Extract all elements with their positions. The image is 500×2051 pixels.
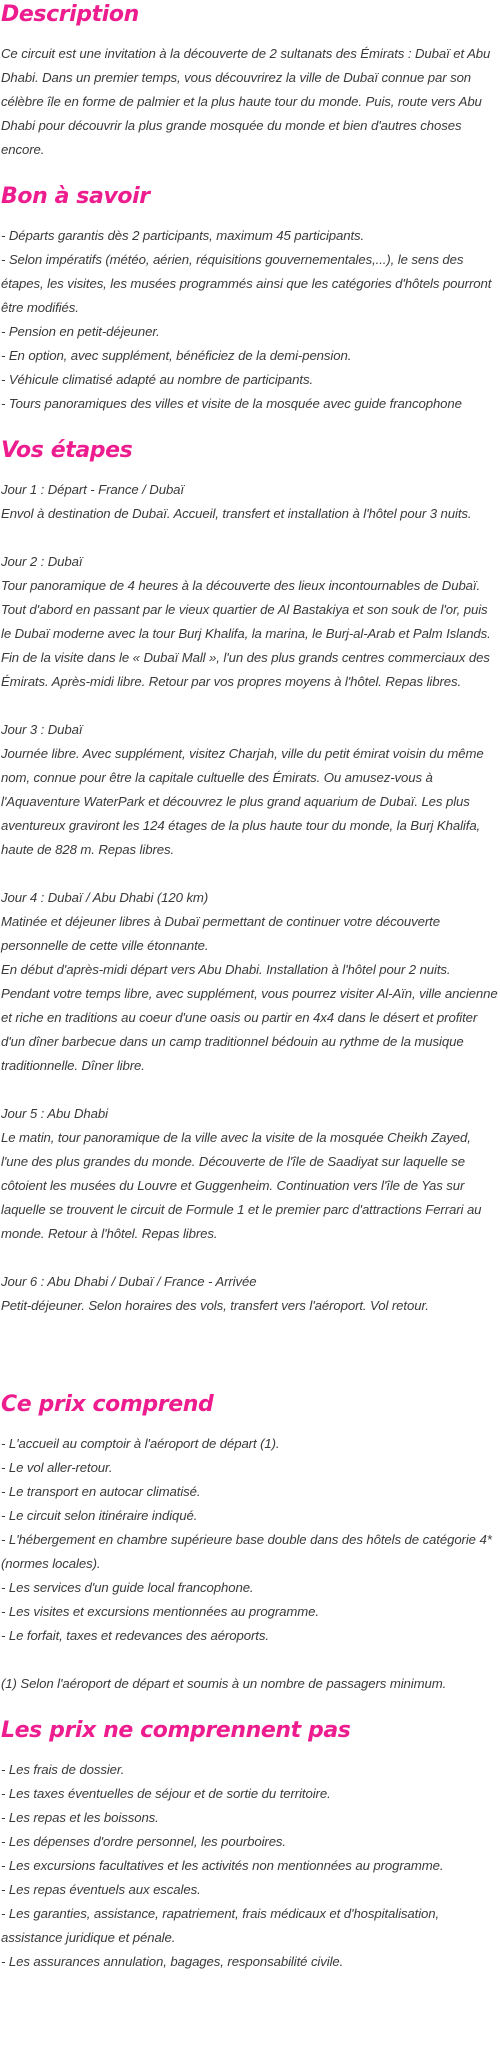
day-text: Tour panoramique de 4 heures à la découverte des lieux incontournables de Dubaï. Tout d'abord en passant par le vieux quartier de Al Bastakiya et son souk de l'or, puis le Dubaï moderne avec la tour Burj Khalifa, la marina, le Burj-al-Arab et Palm Islands. Fin de la visite dans le « Dubaï Mall », l'un des plus grands centres commerciaux des Émirats. Après-midi libre. Retour par vos propres moyens à l'hôtel. Repas libres. — [1, 578, 491, 689]
day-heading: Jour 5 : Abu Dhabi — [1, 1106, 108, 1121]
day-block — [1, 478, 500, 526]
ne-comprend-pas-item: - Les taxes éventuelles de séjour et de sortie du territoire. — [1, 1786, 331, 1801]
bon-a-savoir-section — [1, 182, 500, 416]
ne-comprend-pas-item: - Les excursions facultatives et les activités non mentionnées au programme. — [1, 1858, 444, 1873]
day-text: En début d'après-midi départ vers Abu Dhabi. Installation à l'hôtel pour 2 nuits. Pendant votre temps libre, avec supplément, vous pourrez visiter Al-Aïn, ville ancienne et riche en traditions au coeur d'une oasis ou partir en 4x4 dans le désert et profiter d'un dîner barbecue dans un camp traditionnel bédouin au rythme de la musique traditionnelle. Dîner libre. — [1, 962, 498, 1073]
ne-comprend-pas-item: - Les dépenses d'ordre personnel, les pourboires. — [1, 1834, 286, 1849]
bon-a-savoir-item: - En option, avec supplément, bénéficiez de la demi-pension. — [1, 348, 352, 363]
etapes-title: Vos étapes — [1, 438, 133, 463]
comprend-title: Ce prix comprend — [1, 1392, 214, 1417]
day-block — [1, 718, 500, 862]
ne-comprend-pas-item: - Les repas éventuels aux escales. — [1, 1882, 201, 1897]
description-section — [1, 0, 500, 162]
comprend-item: - Les services d'un guide local francophone. — [1, 1580, 254, 1595]
ne-comprend-pas-section — [1, 1716, 500, 1974]
comprend-note: (1) Selon l'aéroport de départ et soumis à un nombre de passagers minimum. — [1, 1676, 447, 1691]
ne-comprend-pas-item: - Les assurances annulation, bagages, responsabilité civile. — [1, 1954, 344, 1969]
comprend-item: - L'hébergement en chambre supérieure base double dans des hôtels de catégorie 4* (normes locales). — [1, 1532, 492, 1571]
day-block — [1, 1270, 500, 1318]
comprend-item: - Le transport en autocar climatisé. — [1, 1484, 201, 1499]
day-text: Le matin, tour panoramique de la ville avec la visite de la mosquée Cheikh Zayed, l'une des plus grandes du monde. Découverte de l'île de Saadiyat sur laquelle se côtoient les musées du Louvre et Guggenheim. Continuation vers l'île de Yas sur laquelle se trouvent le circuit de Formule 1 et le premier parc d'attractions Ferrari au monde. Retour à l'hôtel. Repas libres. — [1, 1130, 482, 1241]
comprend-item: - Le circuit selon itinéraire indiqué. — [1, 1508, 198, 1523]
bon-a-savoir-item: - Véhicule climatisé adapté au nombre de participants. — [1, 372, 314, 387]
comprend-item: - Les visites et excursions mentionnées au programme. — [1, 1604, 319, 1619]
day-block — [1, 1102, 500, 1246]
day-heading: Jour 2 : Dubaï — [1, 554, 83, 569]
comprend-section — [1, 1390, 500, 1696]
bon-a-savoir-item: - Pension en petit-déjeuner. — [1, 324, 160, 339]
ne-comprend-pas-item: - Les frais de dossier. — [1, 1762, 125, 1777]
day-text: Petit-déjeuner. Selon horaires des vols, transfert vers l'aéroport. Vol retour. — [1, 1298, 429, 1313]
ne-comprend-pas-item: - Les repas et les boissons. — [1, 1810, 159, 1825]
ne-comprend-pas-item: - Les garanties, assistance, rapatriement, frais médicaux et d'hospitalisation, assistance juridique et pénale. — [1, 1906, 440, 1945]
day-heading: Jour 4 : Dubaï / Abu Dhabi (120 km) — [1, 890, 209, 905]
day-heading: Jour 6 : Abu Dhabi / Dubaï / France - Arrivée — [1, 1274, 257, 1289]
day-block — [1, 886, 500, 1078]
bon-a-savoir-item: - Selon impératifs (météo, aérien, réquisitions gouvernementales,...), le sens des étapes, les visites, les musées programmés ainsi que les catégories d'hôtels pourront être modifiés. — [1, 252, 492, 315]
day-heading: Jour 1 : Départ - France / Dubaï — [1, 482, 184, 497]
day-text: Envol à destination de Dubaï. Accueil, transfert et installation à l'hôtel pour 3 nuits. — [1, 506, 472, 521]
comprend-item: - Le vol aller-retour. — [1, 1460, 113, 1475]
day-text: Journée libre. Avec supplément, visitez Charjah, ville du petit émirat voisin du même nom, connue pour être la capitale cultuelle des Émirats. Ou amusez-vous à l'Aquaventure WaterPark et découvrez le plus grand aquarium de Dubaï. Les plus aventureux graviront les 124 étages de la plus haute tour du monde, la Burj Khalifa, haute de 828 m. Repas libres. — [1, 746, 484, 857]
comprend-item: - Le forfait, taxes et redevances des aéroports. — [1, 1628, 269, 1643]
bon-a-savoir-title: Bon à savoir — [1, 184, 150, 209]
description-title: Description — [1, 2, 139, 27]
bon-a-savoir-item: - Départs garantis dès 2 participants, maximum 45 participants. — [1, 228, 365, 243]
day-heading: Jour 3 : Dubaï — [1, 722, 83, 737]
day-block — [1, 550, 500, 694]
bon-a-savoir-item: - Tours panoramiques des villes et visite de la mosquée avec guide francophone — [1, 396, 462, 411]
ne-comprend-pas-title: Les prix ne comprennent pas — [1, 1718, 351, 1743]
day-text: Matinée et déjeuner libres à Dubaï permettant de continuer votre découverte personnelle de cette ville étonnante. — [1, 914, 440, 953]
comprend-item: - L'accueil au comptoir à l'aéroport de départ (1). — [1, 1436, 280, 1451]
description-text: Ce circuit est une invitation à la découverte de 2 sultanats des Émirats : Dubaï et Abu Dhabi. Dans un premier temps, vous découvrirez la ville de Dubaï connue par son célèbre île en forme de palmier et la plus haute tour du monde. Puis, route vers Abu Dhabi pour découvrir la plus grande mosquée du monde et bien d'autres choses encore. — [1, 46, 491, 157]
etapes-section — [1, 436, 500, 1318]
